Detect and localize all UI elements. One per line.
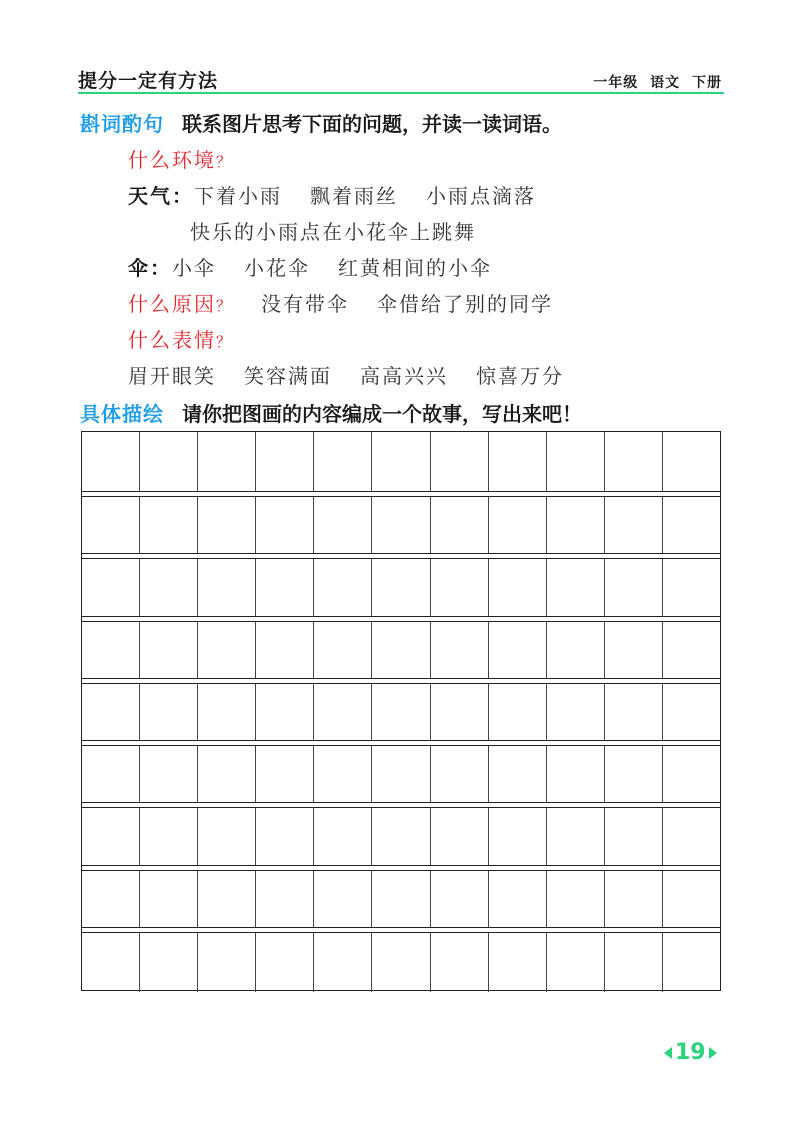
grid-cell[interactable] [489,933,547,992]
grid-cell[interactable] [663,808,720,864]
grade-label: 一年级 [593,75,639,91]
grid-cell[interactable] [140,746,198,802]
grid-cell[interactable] [256,808,314,864]
grid-row [82,558,720,616]
grid-cell[interactable] [605,432,663,491]
grid-cell[interactable] [547,432,605,491]
section-instruction-words: 联系图片思考下面的问题，并读一读词语。 [182,112,562,136]
grid-cell[interactable] [547,497,605,553]
section-heading-story [80,398,582,427]
page-number-text: 19 [675,1040,706,1065]
umbrella-word: 小伞 [172,256,216,280]
grid-cell[interactable] [256,622,314,678]
grid-cell[interactable] [314,684,372,740]
grid-cell[interactable] [314,622,372,678]
header-book-info [587,72,722,92]
grid-cell[interactable] [431,808,489,864]
header-title: 提分一定有方法 [78,70,219,92]
reason-line [128,288,553,317]
grid-cell[interactable] [140,871,198,927]
grid-cell[interactable] [372,684,430,740]
question-mark: ？ [216,297,234,315]
section-instruction-story: 请你把图画的内容编成一个故事，写出来吧！ [182,402,582,426]
grid-cell[interactable] [256,432,314,491]
grid-cell[interactable] [431,559,489,615]
weather-label: 天气： [128,184,194,208]
grid-cell[interactable] [663,622,720,678]
weather-line [128,180,536,209]
grid-cell[interactable] [489,622,547,678]
grid-cell[interactable] [256,559,314,615]
expression-word: 笑容满面 [244,364,332,388]
grid-cell[interactable] [372,432,430,491]
grid-cell[interactable] [605,746,663,802]
expression-word: 眉开眼笑 [128,364,216,388]
grid-cell[interactable] [140,622,198,678]
grid-cell[interactable] [489,871,547,927]
grid-cell[interactable] [489,684,547,740]
grid-row [82,870,720,928]
section-tag-words: 斟词酌句 [80,112,164,136]
grid-cell[interactable] [431,871,489,927]
grid-cell[interactable] [431,622,489,678]
grid-row [82,745,720,803]
grid-cell[interactable] [198,622,256,678]
grid-cell[interactable] [663,432,720,491]
question-environment [128,144,233,173]
grid-cell[interactable] [489,559,547,615]
grid-cell[interactable] [663,559,720,615]
grid-cell[interactable] [372,746,430,802]
grid-cell[interactable] [605,559,663,615]
grid-cell[interactable] [140,684,198,740]
grid-cell[interactable] [489,497,547,553]
next-arrow-icon [709,1047,717,1059]
grid-row [82,432,720,492]
question-mark: ？ [216,333,234,351]
writing-grid[interactable] [81,431,721,991]
grid-cell[interactable] [198,432,256,491]
grid-cell[interactable] [372,871,430,927]
grid-cell[interactable] [256,746,314,802]
grid-cell[interactable] [140,808,198,864]
page-number [664,1040,717,1065]
grid-cell[interactable] [82,432,140,491]
grid-cell[interactable] [663,871,720,927]
question-expression [128,324,233,353]
grid-cell[interactable] [82,559,140,615]
grid-cell[interactable] [547,684,605,740]
subject-label: 语文 [650,75,681,91]
question-text: 什么表情 [128,328,216,352]
grid-cell[interactable] [489,432,547,491]
grid-cell[interactable] [663,497,720,553]
grid-cell[interactable] [314,497,372,553]
grid-cell[interactable] [431,497,489,553]
grid-cell[interactable] [82,933,140,992]
grid-row [82,621,720,679]
grid-cell[interactable] [431,432,489,491]
grid-cell[interactable] [82,871,140,927]
weather-word: 小雨点滴落 [426,184,536,208]
grid-cell[interactable] [431,933,489,992]
grid-cell[interactable] [314,871,372,927]
umbrella-label: 伞： [128,256,172,280]
section-tag-story: 具体描绘 [80,402,164,426]
grid-cell[interactable] [82,684,140,740]
grid-cell[interactable] [605,871,663,927]
grid-cell[interactable] [314,746,372,802]
grid-cell[interactable] [140,559,198,615]
grid-cell[interactable] [605,622,663,678]
grid-cell[interactable] [82,808,140,864]
grid-row [82,932,720,992]
grid-cell[interactable] [82,746,140,802]
grid-row [82,683,720,741]
grid-cell[interactable] [256,497,314,553]
grid-cell[interactable] [256,684,314,740]
grid-cell[interactable] [198,497,256,553]
grid-cell[interactable] [605,808,663,864]
grid-cell[interactable] [605,497,663,553]
umbrella-line [128,252,492,281]
grid-cell[interactable] [431,746,489,802]
grid-cell[interactable] [198,808,256,864]
grid-cell[interactable] [605,684,663,740]
grid-cell[interactable] [547,933,605,992]
grid-cell[interactable] [431,684,489,740]
prev-arrow-icon [664,1047,672,1059]
grid-cell[interactable] [314,933,372,992]
grid-cell[interactable] [140,933,198,992]
grid-cell[interactable] [372,933,430,992]
question-mark: ？ [216,153,234,171]
grid-cell[interactable] [547,559,605,615]
grid-cell[interactable] [82,497,140,553]
grid-cell[interactable] [372,497,430,553]
reason-word: 没有带伞 [261,292,350,316]
grid-cell[interactable] [198,684,256,740]
umbrella-word: 红黄相间的小伞 [338,256,492,280]
grid-cell[interactable] [663,746,720,802]
weather-word: 下着小雨 [194,184,282,208]
volume-label: 下册 [692,75,722,91]
grid-cell[interactable] [256,933,314,992]
umbrella-word: 小花伞 [244,256,310,280]
grid-cell[interactable] [314,432,372,491]
grid-cell[interactable] [663,933,720,992]
grid-cell[interactable] [198,871,256,927]
grid-cell[interactable] [547,746,605,802]
grid-cell[interactable] [372,559,430,615]
grid-cell[interactable] [82,622,140,678]
grid-cell[interactable] [372,622,430,678]
grid-row [82,496,720,554]
grid-cell[interactable] [547,808,605,864]
grid-cell[interactable] [314,559,372,615]
weather-line-2: 快乐的小雨点在小花伞上跳舞 [190,220,476,244]
question-text: 什么环境 [128,148,216,172]
grid-cell[interactable] [314,808,372,864]
grid-cell[interactable] [489,808,547,864]
grid-row [82,807,720,865]
grid-cell[interactable] [198,933,256,992]
grid-cell[interactable] [140,497,198,553]
expression-word: 高高兴兴 [360,364,448,388]
grid-cell[interactable] [489,746,547,802]
question-text: 什么原因 [128,292,216,316]
expression-word: 惊喜万分 [476,364,564,388]
grid-cell[interactable] [256,871,314,927]
grid-cell[interactable] [547,871,605,927]
grid-cell[interactable] [198,559,256,615]
grid-cell[interactable] [663,684,720,740]
header-rule [78,92,724,94]
grid-cell[interactable] [547,622,605,678]
expression-line [128,360,564,389]
reason-word: 伞借给了别的同学 [377,292,554,316]
section-heading-words [80,108,562,137]
grid-cell[interactable] [372,808,430,864]
grid-cell[interactable] [605,933,663,992]
grid-cell[interactable] [198,746,256,802]
grid-cell[interactable] [140,432,198,491]
weather-word: 飘着雨丝 [310,184,398,208]
